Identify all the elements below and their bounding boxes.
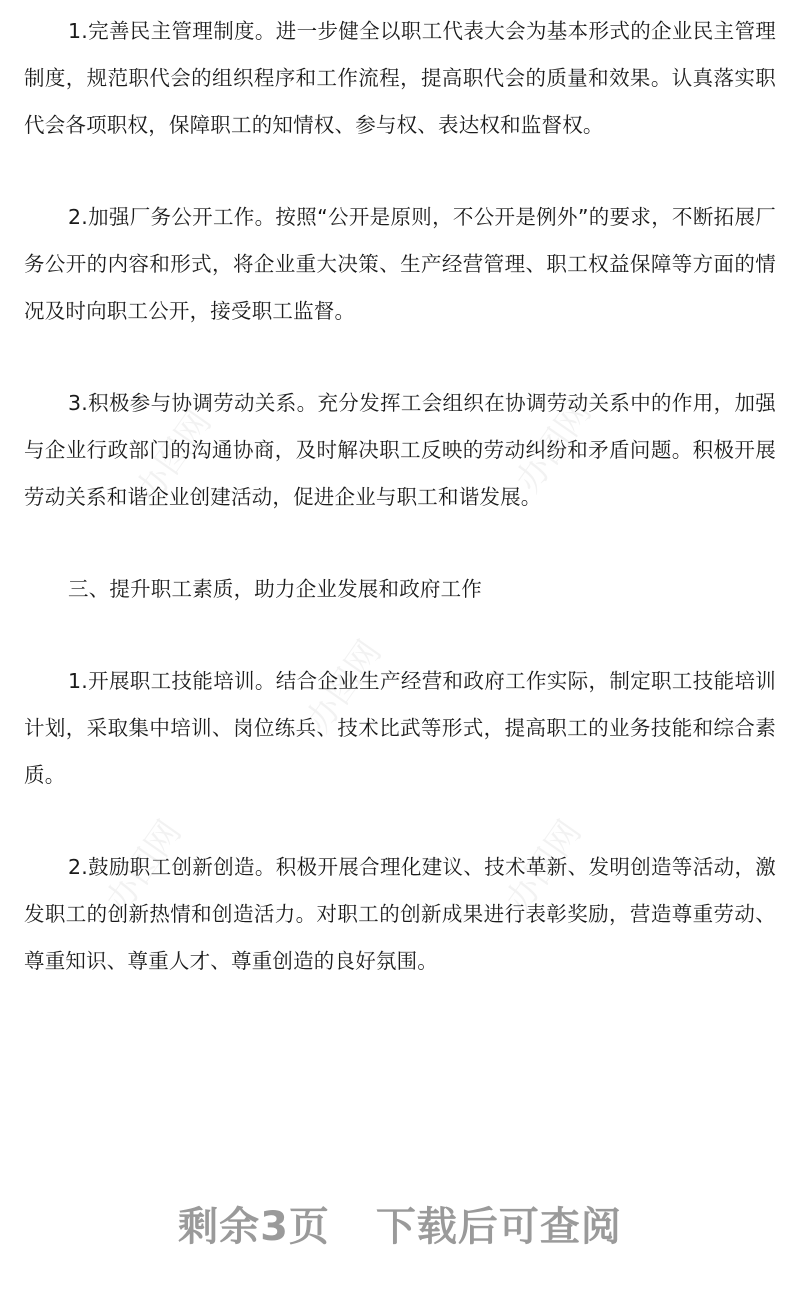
document-body [24,8,776,985]
paragraph-gap [24,335,776,380]
paragraph-gap [24,149,776,194]
paragraph: 2.鼓励职工创新创造。积极开展合理化建议、技术革新、发明创造等活动，激发职工的创新热情和创造活力。对职工的创新成果进行表彰奖励，营造尊重劳动、尊重知识、尊重人才、尊重创造的良好氛围。 [24,855,776,973]
watermark: 办图网 [128,403,220,510]
download-hint-label: 下载后可查阅 [375,1204,622,1250]
watermark: 办图网 [498,813,590,920]
watermark: 办图网 [298,633,390,740]
paragraph-gap [24,521,776,566]
download-banner[interactable] [0,1195,800,1252]
paragraph: 1.完善民主管理制度。进一步健全以职工代表大会为基本形式的企业民主管理制度，规范职代会的组织程序和工作流程，提高职代会的质量和效果。认真落实职代会各项职权，保障职工的知情权、参与权、表达权和监督权。 [24,19,776,137]
paragraph-gap [24,613,776,658]
watermark: 办图网 [508,393,600,500]
paragraph-gap [24,799,776,844]
paragraph: 1.开展职工技能培训。结合企业生产经营和政府工作实际，制定职工技能培训计划，采取集中培训、岗位练兵、技术比武等形式，提高职工的业务技能和综合素质。 [24,669,776,787]
watermark: 办图网 [98,813,190,920]
paragraph: 2.加强厂务公开工作。按照“公开是原则，不公开是例外”的要求，不断拓展厂务公开的内容和形式，将企业重大决策、生产经营管理、职工权益保障等方面的情况及时向职工公开，接受职工监督。 [24,205,776,323]
remaining-pages-label: 剩余3页 [178,1204,330,1250]
section-heading: 三、提升职工素质，助力企业发展和政府工作 [68,577,482,601]
paragraph: 3.积极参与协调劳动关系。充分发挥工会组织在协调劳动关系中的作用，加强与企业行政部门的沟通协商，及时解决职工反映的劳动纠纷和矛盾问题。积极开展劳动关系和谐企业创建活动，促进企业与职工和谐发展。 [24,391,776,509]
